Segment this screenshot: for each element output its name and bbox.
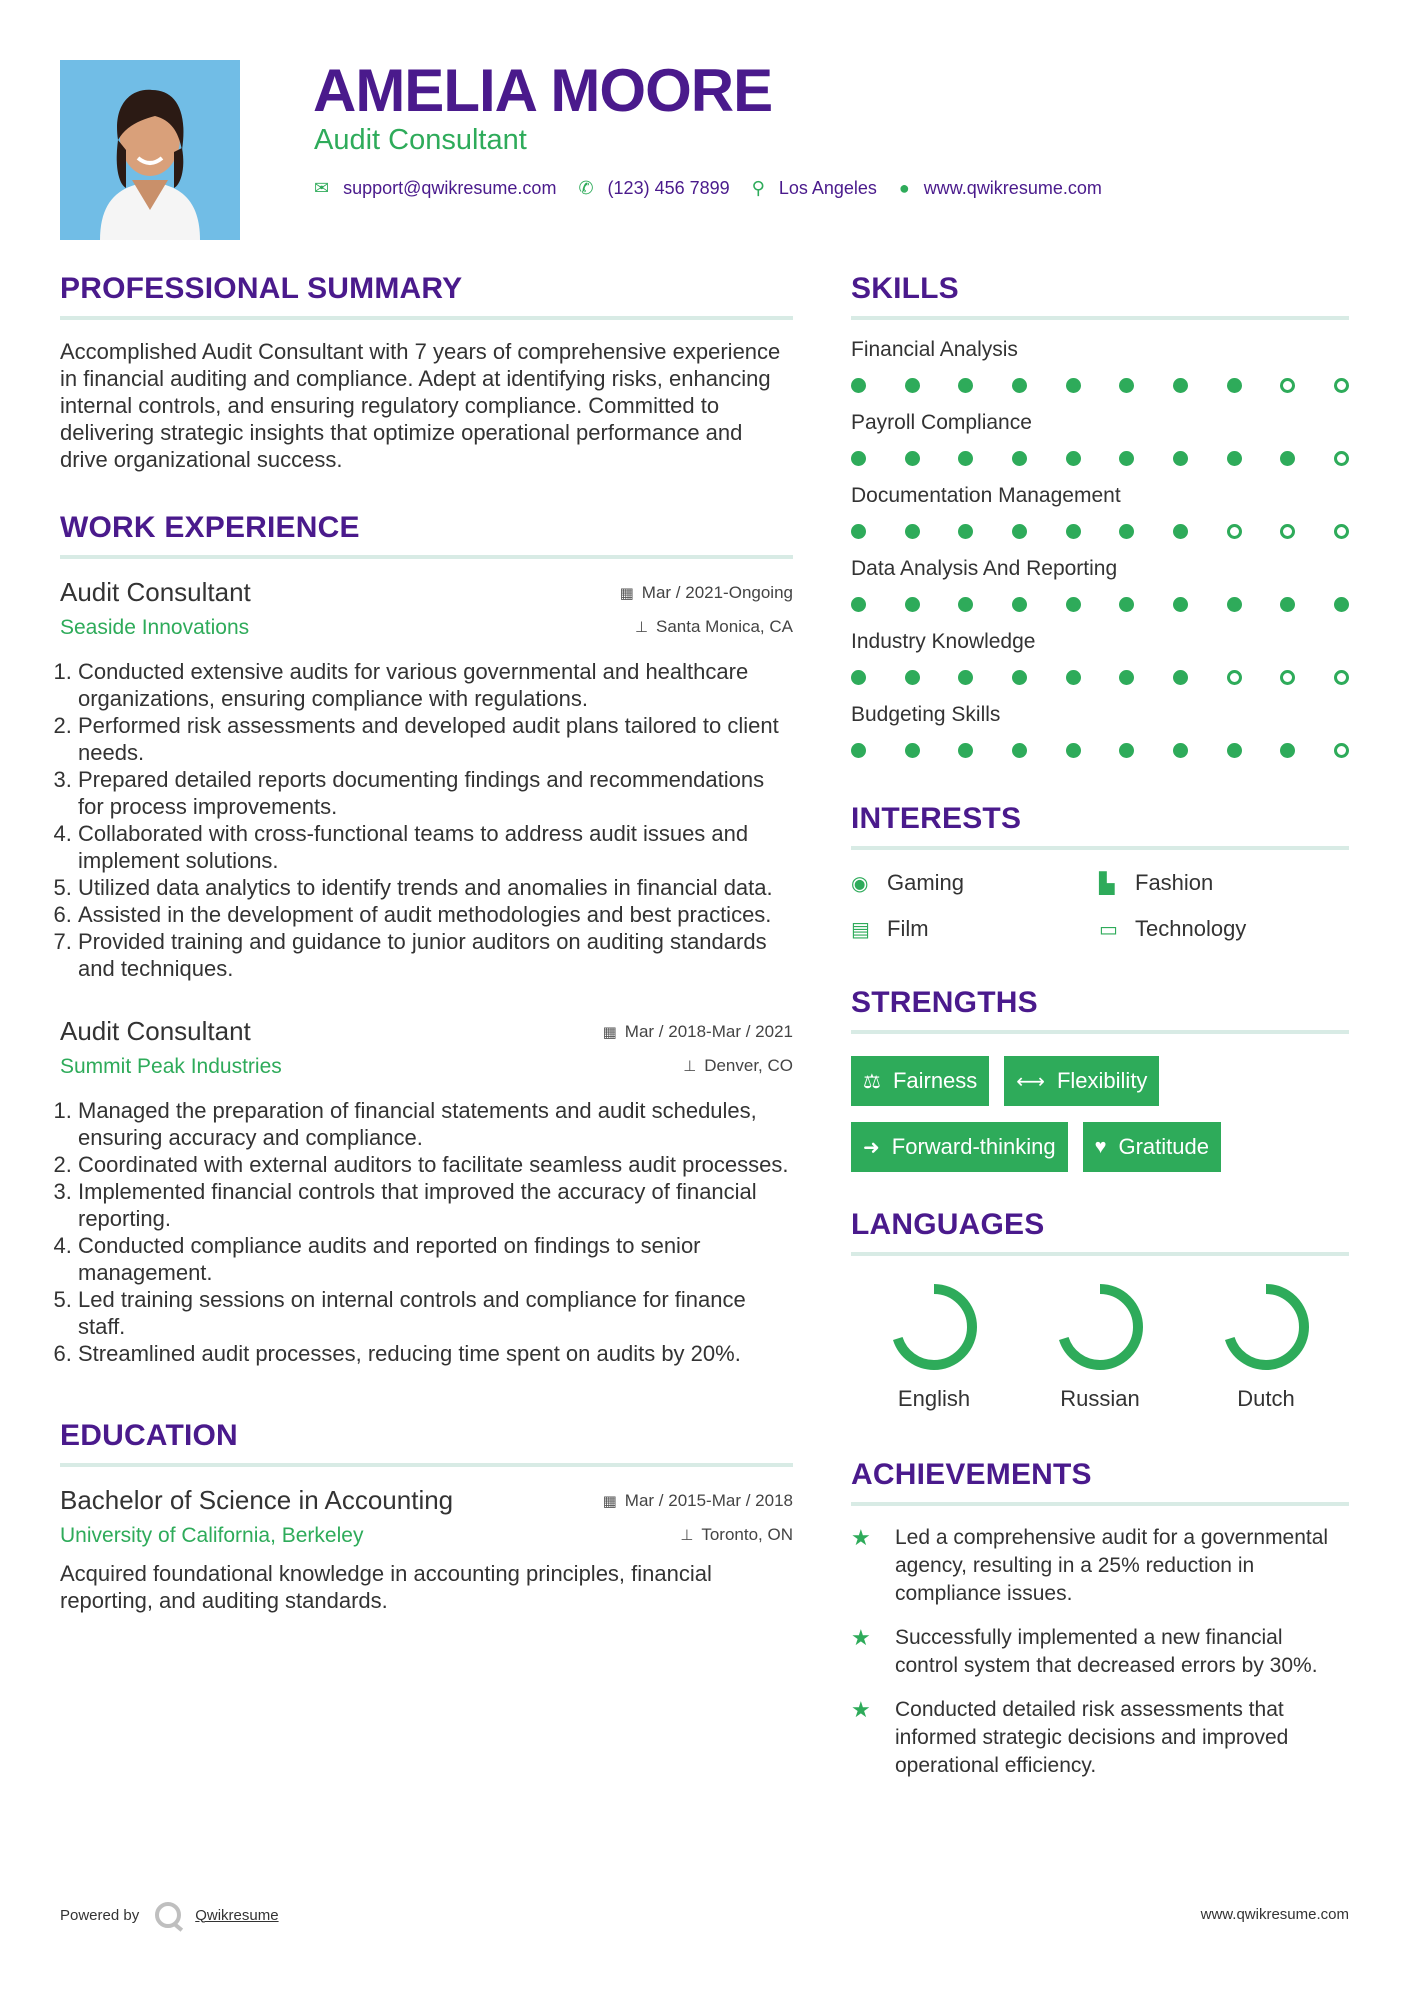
skills-heading: SKILLS [851, 272, 1349, 320]
job-location [635, 617, 793, 637]
rating-dot-filled [1173, 451, 1188, 466]
rating-dot-filled [905, 670, 920, 685]
job-date-text: Mar / 2021-Ongoing [641, 583, 793, 602]
rating-dot-empty [1280, 670, 1295, 685]
powered-by-text: Powered by [60, 1906, 140, 1924]
contact-website[interactable]: www.qwikresume.com [923, 178, 1102, 198]
brand-link[interactable]: Qwikresume [195, 1906, 279, 1924]
education-school: University of California, Berkeley [60, 1524, 364, 1547]
job-bullet: 1. Conducted extensive audits for various governmental and healthcare organizations, ensuring compliance with regulations. [78, 658, 793, 712]
skill-item [851, 630, 1349, 685]
skill-rating [851, 670, 1349, 685]
job-bullet: 4. Conducted compliance audits and reported on findings to senior management. [78, 1232, 793, 1286]
rating-dot-filled [905, 378, 920, 393]
rating-dot-filled [1066, 378, 1081, 393]
rating-dot-filled [1173, 378, 1188, 393]
star-icon: ★ [851, 1525, 871, 1550]
achievements-heading: ACHIEVEMENTS [851, 1458, 1349, 1506]
candidate-role: Audit Consultant [314, 124, 527, 156]
skill-item [851, 557, 1349, 612]
phone-icon: ✆ [578, 178, 594, 198]
skill-name: Data Analysis And Reporting [851, 557, 1118, 580]
job-title: Audit Consultant [60, 1016, 251, 1046]
job-bullets [60, 658, 793, 982]
education-location [680, 1525, 793, 1545]
job-bullet: 4. Collaborated with cross-functional teams to address audit issues and implement solutions. [78, 820, 793, 874]
achievements-list [851, 1524, 1349, 1780]
rating-dot-filled [1012, 597, 1027, 612]
skill-rating [851, 597, 1349, 612]
language-level-ring [1055, 1282, 1145, 1372]
education-location-text: Toronto, ON [701, 1525, 793, 1544]
arrows-horizontal-icon: ⟷ [1016, 1070, 1045, 1093]
rating-dot-filled [1227, 743, 1242, 758]
rating-dot-filled [958, 524, 973, 539]
strengths-list [851, 1056, 1349, 1172]
rating-dot-filled [1119, 378, 1134, 393]
language-name: English [897, 1386, 971, 1411]
language-item [1017, 1282, 1183, 1412]
rating-dot-filled [1119, 743, 1134, 758]
language-level-ring [1221, 1282, 1311, 1372]
rating-dot-filled [1119, 597, 1134, 612]
achievement-item [851, 1524, 1349, 1608]
rating-dot-filled [851, 743, 866, 758]
interest-item [851, 870, 1099, 896]
profile-photo [60, 60, 240, 240]
rating-dot-filled [1012, 451, 1027, 466]
skill-name: Documentation Management [851, 484, 1121, 507]
skill-name: Payroll Compliance [851, 411, 1032, 434]
rating-dot-filled [905, 524, 920, 539]
rating-dot-filled [1066, 451, 1081, 466]
rating-dot-filled [958, 743, 973, 758]
heart-icon: ♥ [1094, 1135, 1107, 1158]
job-bullets [60, 1097, 793, 1367]
language-item [851, 1282, 1017, 1412]
calendar-icon: ▦ [602, 1024, 617, 1041]
rating-dot-filled [1012, 670, 1027, 685]
laptop-icon: ▭ [1099, 918, 1118, 941]
rating-dot-filled [1280, 597, 1295, 612]
contact-phone[interactable]: (123) 456 7899 [607, 178, 730, 198]
job-company: Summit Peak Industries [60, 1055, 282, 1078]
job-location-text: Santa Monica, CA [655, 617, 793, 636]
interest-label: Gaming [887, 870, 965, 895]
strength-badge [1083, 1122, 1221, 1172]
strength-label: Forward-thinking [891, 1134, 1056, 1159]
rating-dot-filled [1066, 597, 1081, 612]
skill-item [851, 411, 1349, 466]
qwikresume-logo-icon [155, 1902, 181, 1928]
rating-dot-filled [958, 451, 973, 466]
skills-list [851, 338, 1349, 758]
job-location-text: Denver, CO [704, 1056, 793, 1075]
language-level-ring [889, 1282, 979, 1372]
rating-dot-empty [1334, 378, 1349, 393]
map-marker-icon: ⚲ [751, 178, 765, 198]
envelope-icon: ✉ [314, 178, 330, 198]
rating-dot-filled [958, 670, 973, 685]
job-entry [60, 1016, 793, 1367]
education-entry [60, 1485, 793, 1614]
calendar-icon: ▦ [602, 1493, 617, 1510]
rating-dot-filled [905, 597, 920, 612]
rating-dot-filled [851, 670, 866, 685]
rating-dot-empty [1280, 524, 1295, 539]
rating-dot-empty [1334, 670, 1349, 685]
job-bullet: 2. Performed risk assessments and developed audit plans tailored to client needs. [78, 712, 793, 766]
rating-dot-filled [1119, 670, 1134, 685]
film-icon: ▤ [851, 918, 870, 941]
left-column [60, 272, 793, 1614]
job-entry [60, 577, 793, 982]
arrow-right-icon: ➜ [863, 1136, 880, 1159]
rating-dot-filled [905, 451, 920, 466]
education-degree: Bachelor of Science in Accounting [60, 1485, 454, 1515]
rating-dot-filled [1334, 597, 1349, 612]
contact-bar [314, 178, 1124, 199]
interest-label: Fashion [1135, 870, 1214, 895]
job-bullet: 6. Streamlined audit processes, reducing time spent on audits by 20%. [78, 1340, 793, 1367]
job-bullet: 5. Utilized data analytics to identify trends and anomalies in financial data. [78, 874, 793, 901]
rating-dot-filled [1173, 597, 1188, 612]
language-level-arc [896, 1289, 972, 1365]
strength-label: Gratitude [1118, 1134, 1209, 1159]
interest-item [1099, 870, 1349, 896]
job-bullet: 5. Led training sessions on internal controls and compliance for finance staff. [78, 1286, 793, 1340]
calendar-icon: ▦ [619, 585, 634, 602]
achievement-text: Successfully implemented a new financial control system that decreased errors by 30%. [895, 1626, 1318, 1677]
pin-icon: ⊥ [683, 1058, 697, 1075]
rating-dot-filled [1227, 451, 1242, 466]
rating-dot-filled [1066, 743, 1081, 758]
job-bullet: 2. Coordinated with external auditors to facilitate seamless audit processes. [78, 1151, 793, 1178]
languages-heading: LANGUAGES [851, 1208, 1349, 1256]
rating-dot-filled [1066, 670, 1081, 685]
language-name: Dutch [1237, 1386, 1295, 1411]
interest-item [851, 916, 1099, 942]
pin-icon: ⊥ [680, 1527, 694, 1544]
strength-badge [851, 1122, 1068, 1172]
rating-dot-empty [1334, 743, 1349, 758]
rating-dot-filled [851, 597, 866, 612]
job-title: Audit Consultant [60, 577, 251, 607]
contact-location: Los Angeles [778, 178, 877, 198]
education-date-text: Mar / 2015-Mar / 2018 [624, 1491, 793, 1510]
achievement-item [851, 1624, 1349, 1680]
profile-photo-illustration [60, 60, 240, 240]
rating-dot-filled [1173, 524, 1188, 539]
interests-list [851, 870, 1349, 942]
rating-dot-filled [1119, 451, 1134, 466]
rating-dot-empty [1334, 524, 1349, 539]
footer-url[interactable]: www.qwikresume.com [1200, 1906, 1349, 1923]
rating-dot-filled [1119, 524, 1134, 539]
job-date-text: Mar / 2018-Mar / 2021 [624, 1022, 793, 1041]
rating-dot-empty [1227, 524, 1242, 539]
skill-item [851, 338, 1349, 393]
rating-dot-filled [1012, 524, 1027, 539]
candidate-name: AMELIA MOORE [313, 57, 773, 124]
skill-item [851, 703, 1349, 758]
rating-dot-filled [1012, 378, 1027, 393]
language-name: Russian [1060, 1386, 1140, 1411]
footer-powered [60, 1902, 279, 1928]
language-level-arc [1062, 1289, 1138, 1365]
star-icon: ★ [851, 1697, 871, 1722]
strength-badge [851, 1056, 989, 1106]
job-company: Seaside Innovations [60, 616, 250, 639]
right-column [851, 272, 1349, 1780]
skill-name: Budgeting Skills [851, 703, 1001, 726]
languages-list [851, 1282, 1349, 1412]
experience-heading: WORK EXPERIENCE [60, 511, 793, 559]
language-item [1183, 1282, 1349, 1412]
rating-dot-empty [1334, 451, 1349, 466]
education-date [603, 1491, 793, 1511]
job-bullet: 1. Managed the preparation of financial statements and audit schedules, ensuring accuracy and compliance. [78, 1097, 793, 1151]
achievement-text: Led a comprehensive audit for a governmental agency, resulting in a 25% reduction in compliance issues. [895, 1526, 1329, 1605]
rating-dot-filled [1066, 524, 1081, 539]
strengths-heading: STRENGTHS [851, 986, 1349, 1034]
interest-item [1099, 916, 1349, 942]
rating-dot-filled [958, 597, 973, 612]
language-level-arc [1228, 1289, 1304, 1365]
strength-label: Fairness [892, 1068, 978, 1093]
summary-heading: PROFESSIONAL SUMMARY [60, 272, 793, 320]
rating-dot-filled [1227, 597, 1242, 612]
globe-icon: ● [898, 178, 910, 198]
summary-text: Accomplished Audit Consultant with 7 years of comprehensive experience in financial auditing and compliance. Adept at identifying risks, enhancing internal controls, and ensuring regulatory compliance. Committed to delivering strategic insights that optimize operational performance and drive organizational success. [60, 339, 781, 472]
skill-rating [851, 378, 1349, 393]
rating-dot-filled [851, 524, 866, 539]
scale-icon: ⚖ [863, 1070, 881, 1093]
pin-icon: ⊥ [634, 619, 648, 636]
job-date [620, 583, 793, 603]
achievement-text: Conducted detailed risk assessments that informed strategic decisions and improved operational efficiency. [895, 1698, 1289, 1777]
strength-label: Flexibility [1056, 1068, 1148, 1093]
interest-label: Film [887, 916, 929, 941]
rating-dot-filled [851, 378, 866, 393]
rating-dot-empty [1280, 378, 1295, 393]
rating-dot-filled [958, 378, 973, 393]
job-bullet: 6. Assisted in the development of audit methodologies and best practices. [78, 901, 793, 928]
education-heading: EDUCATION [60, 1419, 793, 1467]
job-bullet: 3. Implemented financial controls that improved the accuracy of financial reporting. [78, 1178, 793, 1232]
job-location [683, 1056, 793, 1076]
rating-dot-filled [1280, 743, 1295, 758]
skill-rating [851, 743, 1349, 758]
education-text: Acquired foundational knowledge in accounting principles, financial reporting, and auditing standards. [60, 1561, 712, 1613]
rating-dot-empty [1227, 670, 1242, 685]
skill-rating [851, 524, 1349, 539]
achievement-item [851, 1696, 1349, 1780]
skill-name: Industry Knowledge [851, 630, 1036, 653]
rating-dot-filled [851, 451, 866, 466]
interest-label: Technology [1135, 916, 1247, 941]
rating-dot-filled [1173, 743, 1188, 758]
skill-rating [851, 451, 1349, 466]
job-bullet: 7. Provided training and guidance to junior auditors on auditing standards and techniques. [78, 928, 793, 982]
rating-dot-filled [1173, 670, 1188, 685]
skill-name: Financial Analysis [851, 338, 1018, 361]
job-bullet: 3. Prepared detailed reports documenting findings and recommendations for process improvements. [78, 766, 793, 820]
interests-heading: INTERESTS [851, 802, 1349, 850]
gamepad-icon: ◉ [851, 872, 869, 895]
skill-item [851, 484, 1349, 539]
star-icon: ★ [851, 1625, 871, 1650]
rating-dot-filled [1012, 743, 1027, 758]
rating-dot-filled [1280, 451, 1295, 466]
contact-email[interactable]: support@qwikresume.com [343, 178, 557, 198]
rating-dot-filled [1227, 378, 1242, 393]
strength-badge [1004, 1056, 1159, 1106]
rating-dot-filled [905, 743, 920, 758]
job-date [603, 1022, 793, 1042]
shopping-bag-icon: ▙ [1099, 872, 1115, 895]
